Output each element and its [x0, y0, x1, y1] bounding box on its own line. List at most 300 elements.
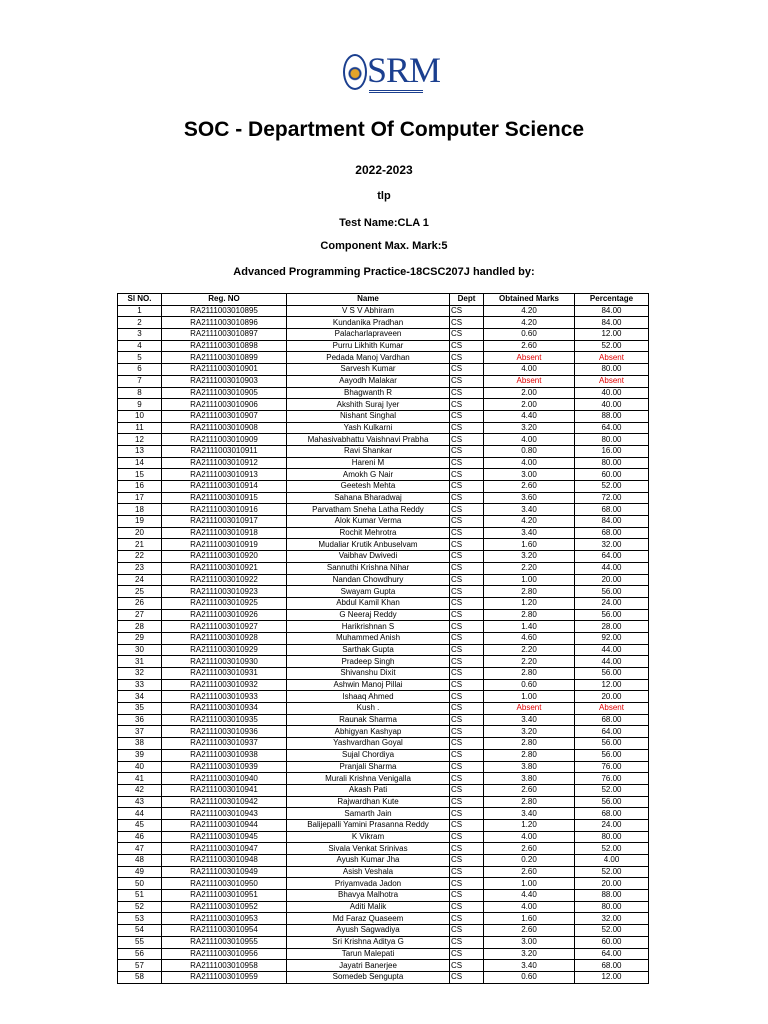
- cell-obtained-marks: 1.00: [484, 574, 575, 586]
- table-row: [118, 925, 649, 937]
- cell-percentage: 16.00: [575, 445, 649, 457]
- srm-seal-icon: [343, 54, 367, 90]
- cell-obtained-marks: 4.00: [484, 434, 575, 446]
- cell-sl-no: 17: [118, 492, 162, 504]
- cell-percentage: 56.00: [575, 586, 649, 598]
- cell-dept: CS: [450, 878, 484, 890]
- cell-reg-no: RA2111003010897: [162, 329, 287, 341]
- cell-dept: CS: [450, 562, 484, 574]
- table-row: [118, 609, 649, 621]
- marks-table: [117, 293, 649, 984]
- cell-reg-no: RA2111003010958: [162, 960, 287, 972]
- cell-percentage: 52.00: [575, 925, 649, 937]
- cell-name: Akash Pati: [287, 784, 450, 796]
- table-row: [118, 948, 649, 960]
- cell-dept: CS: [450, 808, 484, 820]
- cell-name: Rochit Mehrotra: [287, 527, 450, 539]
- program-label: tlp: [377, 190, 391, 202]
- cell-reg-no: RA2111003010939: [162, 761, 287, 773]
- cell-obtained-marks: 3.20: [484, 551, 575, 563]
- cell-reg-no: RA2111003010912: [162, 457, 287, 469]
- cell-reg-no: RA2111003010908: [162, 422, 287, 434]
- cell-name: Rajwardhan Kute: [287, 796, 450, 808]
- cell-name: Murali Krishna Venigalla: [287, 773, 450, 785]
- cell-sl-no: 54: [118, 925, 162, 937]
- table-row: [118, 457, 649, 469]
- cell-percentage: 56.00: [575, 796, 649, 808]
- cell-obtained-marks: 4.40: [484, 890, 575, 902]
- cell-dept: CS: [450, 305, 484, 317]
- cell-name: Pradeep Singh: [287, 656, 450, 668]
- cell-reg-no: RA2111003010919: [162, 539, 287, 551]
- cell-reg-no: RA2111003010922: [162, 574, 287, 586]
- cell-sl-no: 52: [118, 901, 162, 913]
- cell-reg-no: RA2111003010936: [162, 726, 287, 738]
- cell-dept: CS: [450, 761, 484, 773]
- table-row: [118, 913, 649, 925]
- table-row: [118, 399, 649, 411]
- cell-sl-no: 21: [118, 539, 162, 551]
- cell-obtained-marks: 3.40: [484, 527, 575, 539]
- cell-percentage: 40.00: [575, 387, 649, 399]
- cell-name: Aditi Malik: [287, 901, 450, 913]
- cell-obtained-marks: 1.00: [484, 878, 575, 890]
- cell-percentage: Absent: [575, 375, 649, 387]
- table-row: [118, 481, 649, 493]
- cell-obtained-marks: 2.80: [484, 738, 575, 750]
- cell-name: Sannuthi Krishna Nihar: [287, 562, 450, 574]
- cell-reg-no: RA2111003010944: [162, 819, 287, 831]
- cell-percentage: 72.00: [575, 492, 649, 504]
- cell-reg-no: RA2111003010930: [162, 656, 287, 668]
- cell-name: Kundanika Pradhan: [287, 317, 450, 329]
- cell-obtained-marks: 2.60: [484, 340, 575, 352]
- cell-name: Somedeb Sengupta: [287, 971, 450, 983]
- table-row: [118, 773, 649, 785]
- cell-obtained-marks: 0.60: [484, 679, 575, 691]
- cell-reg-no: RA2111003010899: [162, 352, 287, 364]
- cell-name: Sri Krishna Aditya G: [287, 936, 450, 948]
- cell-sl-no: 2: [118, 317, 162, 329]
- cell-sl-no: 55: [118, 936, 162, 948]
- cell-sl-no: 47: [118, 843, 162, 855]
- cell-obtained-marks: 2.00: [484, 387, 575, 399]
- table-row: [118, 890, 649, 902]
- cell-sl-no: 36: [118, 714, 162, 726]
- cell-dept: CS: [450, 609, 484, 621]
- table-row: [118, 726, 649, 738]
- cell-name: Ayush Kumar Jha: [287, 855, 450, 867]
- cell-dept: CS: [450, 726, 484, 738]
- cell-sl-no: 18: [118, 504, 162, 516]
- cell-obtained-marks: 2.60: [484, 843, 575, 855]
- cell-name: V S V Abhiram: [287, 305, 450, 317]
- cell-reg-no: RA2111003010925: [162, 597, 287, 609]
- cell-name: Pranjali Sharma: [287, 761, 450, 773]
- cell-reg-no: RA2111003010937: [162, 738, 287, 750]
- cell-name: Sujal Chordiya: [287, 749, 450, 761]
- cell-name: Ravi Shankar: [287, 445, 450, 457]
- cell-percentage: 68.00: [575, 527, 649, 539]
- table-row: [118, 714, 649, 726]
- cell-dept: CS: [450, 656, 484, 668]
- cell-name: Sahana Bharadwaj: [287, 492, 450, 504]
- table-row: [118, 656, 649, 668]
- cell-percentage: 80.00: [575, 901, 649, 913]
- cell-name: Palacharlapraveen: [287, 329, 450, 341]
- cell-percentage: 20.00: [575, 574, 649, 586]
- cell-reg-no: RA2111003010942: [162, 796, 287, 808]
- cell-dept: CS: [450, 773, 484, 785]
- cell-name: Md Faraz Quaseem: [287, 913, 450, 925]
- cell-sl-no: 31: [118, 656, 162, 668]
- cell-percentage: 88.00: [575, 890, 649, 902]
- cell-dept: CS: [450, 866, 484, 878]
- cell-name: Samarth Jain: [287, 808, 450, 820]
- cell-obtained-marks: 1.00: [484, 691, 575, 703]
- table-row: [118, 469, 649, 481]
- cell-name: Nishant Singhal: [287, 410, 450, 422]
- cell-dept: CS: [450, 691, 484, 703]
- cell-percentage: 52.00: [575, 784, 649, 796]
- cell-reg-no: RA2111003010934: [162, 703, 287, 715]
- table-row: [118, 632, 649, 644]
- cell-reg-no: RA2111003010956: [162, 948, 287, 960]
- cell-reg-no: RA2111003010928: [162, 632, 287, 644]
- cell-sl-no: 24: [118, 574, 162, 586]
- cell-dept: CS: [450, 551, 484, 563]
- cell-sl-no: 16: [118, 481, 162, 493]
- cell-dept: CS: [450, 784, 484, 796]
- cell-obtained-marks: 3.40: [484, 960, 575, 972]
- academic-year: 2022-2023: [355, 163, 413, 177]
- cell-reg-no: RA2111003010955: [162, 936, 287, 948]
- table-row: [118, 644, 649, 656]
- cell-percentage: 4.00: [575, 855, 649, 867]
- cell-reg-no: RA2111003010918: [162, 527, 287, 539]
- cell-name: Nandan Chowdhury: [287, 574, 450, 586]
- cell-sl-no: 29: [118, 632, 162, 644]
- cell-reg-no: RA2111003010903: [162, 375, 287, 387]
- cell-sl-no: 37: [118, 726, 162, 738]
- cell-name: G Neeraj Reddy: [287, 609, 450, 621]
- cell-dept: CS: [450, 936, 484, 948]
- cell-sl-no: 53: [118, 913, 162, 925]
- cell-percentage: 56.00: [575, 609, 649, 621]
- cell-sl-no: 8: [118, 387, 162, 399]
- cell-sl-no: 44: [118, 808, 162, 820]
- cell-obtained-marks: Absent: [484, 375, 575, 387]
- cell-reg-no: RA2111003010949: [162, 866, 287, 878]
- cell-obtained-marks: 4.00: [484, 901, 575, 913]
- table-row: [118, 527, 649, 539]
- cell-dept: CS: [450, 855, 484, 867]
- cell-dept: CS: [450, 890, 484, 902]
- table-row: [118, 574, 649, 586]
- cell-reg-no: RA2111003010945: [162, 831, 287, 843]
- cell-sl-no: 35: [118, 703, 162, 715]
- header-dept: Dept: [450, 294, 484, 306]
- cell-obtained-marks: 4.20: [484, 305, 575, 317]
- cell-name: Shivanshu Dixit: [287, 668, 450, 680]
- cell-obtained-marks: 3.60: [484, 492, 575, 504]
- cell-obtained-marks: 0.60: [484, 971, 575, 983]
- cell-percentage: 80.00: [575, 434, 649, 446]
- cell-obtained-marks: 1.40: [484, 621, 575, 633]
- cell-obtained-marks: 1.20: [484, 819, 575, 831]
- cell-name: Tarun Malepati: [287, 948, 450, 960]
- cell-reg-no: RA2111003010909: [162, 434, 287, 446]
- header-percentage: Percentage: [575, 294, 649, 306]
- cell-name: Harikrishnan S: [287, 621, 450, 633]
- cell-name: Ishaaq Ahmed: [287, 691, 450, 703]
- cell-name: Sivala Venkat Srinivas: [287, 843, 450, 855]
- cell-sl-no: 4: [118, 340, 162, 352]
- cell-obtained-marks: 3.00: [484, 469, 575, 481]
- cell-percentage: 64.00: [575, 726, 649, 738]
- cell-sl-no: 5: [118, 352, 162, 364]
- cell-name: Akshith Suraj Iyer: [287, 399, 450, 411]
- cell-sl-no: 7: [118, 375, 162, 387]
- cell-reg-no: RA2111003010951: [162, 890, 287, 902]
- table-row: [118, 340, 649, 352]
- cell-obtained-marks: 4.00: [484, 457, 575, 469]
- cell-name: Swayam Gupta: [287, 586, 450, 598]
- cell-name: Sarthak Gupta: [287, 644, 450, 656]
- cell-sl-no: 58: [118, 971, 162, 983]
- cell-obtained-marks: 3.20: [484, 422, 575, 434]
- cell-reg-no: RA2111003010935: [162, 714, 287, 726]
- cell-percentage: 76.00: [575, 773, 649, 785]
- cell-name: Mahasivabhattu Vaishnavi Prabha: [287, 434, 450, 446]
- cell-reg-no: RA2111003010913: [162, 469, 287, 481]
- cell-sl-no: 43: [118, 796, 162, 808]
- cell-reg-no: RA2111003010896: [162, 317, 287, 329]
- cell-dept: CS: [450, 492, 484, 504]
- cell-percentage: 60.00: [575, 469, 649, 481]
- cell-percentage: Absent: [575, 352, 649, 364]
- table-row: [118, 691, 649, 703]
- table-row: [118, 936, 649, 948]
- cell-reg-no: RA2111003010911: [162, 445, 287, 457]
- cell-obtained-marks: 2.80: [484, 668, 575, 680]
- cell-sl-no: 42: [118, 784, 162, 796]
- cell-percentage: 28.00: [575, 621, 649, 633]
- cell-obtained-marks: 2.60: [484, 784, 575, 796]
- table-row: [118, 410, 649, 422]
- cell-sl-no: 25: [118, 586, 162, 598]
- cell-name: Aayodh Malakar: [287, 375, 450, 387]
- cell-sl-no: 50: [118, 878, 162, 890]
- cell-obtained-marks: 4.20: [484, 317, 575, 329]
- cell-dept: CS: [450, 679, 484, 691]
- cell-dept: CS: [450, 317, 484, 329]
- cell-sl-no: 49: [118, 866, 162, 878]
- cell-obtained-marks: 3.00: [484, 936, 575, 948]
- table-row: [118, 960, 649, 972]
- cell-name: Bhavya Malhotra: [287, 890, 450, 902]
- table-row: [118, 808, 649, 820]
- header-reg-no: Reg. NO: [162, 294, 287, 306]
- cell-dept: CS: [450, 574, 484, 586]
- cell-percentage: Absent: [575, 703, 649, 715]
- table-row: [118, 375, 649, 387]
- table-row: [118, 679, 649, 691]
- cell-obtained-marks: 2.20: [484, 656, 575, 668]
- cell-obtained-marks: 1.20: [484, 597, 575, 609]
- cell-sl-no: 22: [118, 551, 162, 563]
- table-row: [118, 749, 649, 761]
- cell-sl-no: 14: [118, 457, 162, 469]
- cell-sl-no: 41: [118, 773, 162, 785]
- cell-dept: CS: [450, 469, 484, 481]
- table-row: [118, 329, 649, 341]
- cell-dept: CS: [450, 714, 484, 726]
- table-row: [118, 504, 649, 516]
- cell-percentage: 84.00: [575, 516, 649, 528]
- cell-name: Muhammed Anish: [287, 632, 450, 644]
- cell-percentage: 76.00: [575, 761, 649, 773]
- cell-obtained-marks: 1.60: [484, 913, 575, 925]
- table-row: [118, 364, 649, 376]
- cell-obtained-marks: 3.80: [484, 773, 575, 785]
- cell-dept: CS: [450, 457, 484, 469]
- cell-dept: CS: [450, 901, 484, 913]
- cell-dept: CS: [450, 352, 484, 364]
- table-row: [118, 843, 649, 855]
- cell-sl-no: 40: [118, 761, 162, 773]
- cell-obtained-marks: 4.20: [484, 516, 575, 528]
- cell-dept: CS: [450, 644, 484, 656]
- cell-reg-no: RA2111003010947: [162, 843, 287, 855]
- cell-dept: CS: [450, 516, 484, 528]
- cell-sl-no: 9: [118, 399, 162, 411]
- cell-reg-no: RA2111003010901: [162, 364, 287, 376]
- cell-name: Pedada Manoj Vardhan: [287, 352, 450, 364]
- cell-reg-no: RA2111003010929: [162, 644, 287, 656]
- cell-reg-no: RA2111003010940: [162, 773, 287, 785]
- table-row: [118, 738, 649, 750]
- cell-dept: CS: [450, 971, 484, 983]
- cell-sl-no: 13: [118, 445, 162, 457]
- cell-sl-no: 12: [118, 434, 162, 446]
- cell-reg-no: RA2111003010950: [162, 878, 287, 890]
- cell-obtained-marks: 4.00: [484, 364, 575, 376]
- table-row: [118, 492, 649, 504]
- cell-percentage: 64.00: [575, 551, 649, 563]
- cell-reg-no: RA2111003010907: [162, 410, 287, 422]
- cell-reg-no: RA2111003010914: [162, 481, 287, 493]
- cell-percentage: 12.00: [575, 971, 649, 983]
- cell-percentage: 24.00: [575, 819, 649, 831]
- table-row: [118, 586, 649, 598]
- cell-reg-no: RA2111003010931: [162, 668, 287, 680]
- cell-sl-no: 19: [118, 516, 162, 528]
- cell-dept: CS: [450, 387, 484, 399]
- table-row: [118, 597, 649, 609]
- cell-reg-no: RA2111003010915: [162, 492, 287, 504]
- cell-sl-no: 27: [118, 609, 162, 621]
- cell-dept: CS: [450, 621, 484, 633]
- cell-obtained-marks: 3.40: [484, 714, 575, 726]
- cell-sl-no: 46: [118, 831, 162, 843]
- cell-percentage: 80.00: [575, 364, 649, 376]
- cell-dept: CS: [450, 831, 484, 843]
- table-row: [118, 901, 649, 913]
- cell-dept: CS: [450, 843, 484, 855]
- cell-obtained-marks: 4.60: [484, 632, 575, 644]
- table-row: [118, 352, 649, 364]
- cell-sl-no: 32: [118, 668, 162, 680]
- cell-name: K Vikram: [287, 831, 450, 843]
- table-row: [118, 551, 649, 563]
- table-row: [118, 796, 649, 808]
- cell-reg-no: RA2111003010943: [162, 808, 287, 820]
- cell-name: Sarvesh Kumar: [287, 364, 450, 376]
- cell-obtained-marks: 2.80: [484, 609, 575, 621]
- cell-obtained-marks: 2.60: [484, 866, 575, 878]
- cell-sl-no: 30: [118, 644, 162, 656]
- cell-reg-no: RA2111003010938: [162, 749, 287, 761]
- cell-sl-no: 38: [118, 738, 162, 750]
- table-row: [118, 761, 649, 773]
- cell-sl-no: 3: [118, 329, 162, 341]
- cell-name: Ashwin Manoj Pillai: [287, 679, 450, 691]
- cell-reg-no: RA2111003010932: [162, 679, 287, 691]
- cell-obtained-marks: 2.60: [484, 481, 575, 493]
- cell-percentage: 52.00: [575, 481, 649, 493]
- cell-reg-no: RA2111003010905: [162, 387, 287, 399]
- table-row: [118, 866, 649, 878]
- cell-dept: CS: [450, 948, 484, 960]
- cell-name: Mudaliar Krutik Anbuselvam: [287, 539, 450, 551]
- logo-subtext-lines: [369, 90, 423, 94]
- cell-percentage: 24.00: [575, 597, 649, 609]
- cell-name: Balijepalli Yamini Prasanna Reddy: [287, 819, 450, 831]
- table-row: [118, 878, 649, 890]
- cell-dept: CS: [450, 410, 484, 422]
- cell-percentage: 56.00: [575, 738, 649, 750]
- cell-obtained-marks: 1.60: [484, 539, 575, 551]
- cell-reg-no: RA2111003010954: [162, 925, 287, 937]
- cell-sl-no: 11: [118, 422, 162, 434]
- cell-percentage: 64.00: [575, 948, 649, 960]
- cell-obtained-marks: 3.40: [484, 504, 575, 516]
- cell-name: Hareni M: [287, 457, 450, 469]
- cell-obtained-marks: 4.40: [484, 410, 575, 422]
- table-row: [118, 317, 649, 329]
- cell-sl-no: 48: [118, 855, 162, 867]
- cell-sl-no: 39: [118, 749, 162, 761]
- cell-reg-no: RA2111003010927: [162, 621, 287, 633]
- cell-percentage: 20.00: [575, 878, 649, 890]
- cell-name: Parvatham Sneha Latha Reddy: [287, 504, 450, 516]
- cell-dept: CS: [450, 481, 484, 493]
- cell-sl-no: 26: [118, 597, 162, 609]
- cell-percentage: 44.00: [575, 644, 649, 656]
- table-row: [118, 387, 649, 399]
- cell-name: Asish Veshala: [287, 866, 450, 878]
- table-body: [118, 305, 649, 983]
- cell-obtained-marks: 2.80: [484, 749, 575, 761]
- cell-percentage: 68.00: [575, 808, 649, 820]
- cell-reg-no: RA2111003010926: [162, 609, 287, 621]
- table-row: [118, 668, 649, 680]
- cell-obtained-marks: 2.60: [484, 925, 575, 937]
- cell-percentage: 64.00: [575, 422, 649, 434]
- cell-sl-no: 34: [118, 691, 162, 703]
- cell-obtained-marks: 2.80: [484, 586, 575, 598]
